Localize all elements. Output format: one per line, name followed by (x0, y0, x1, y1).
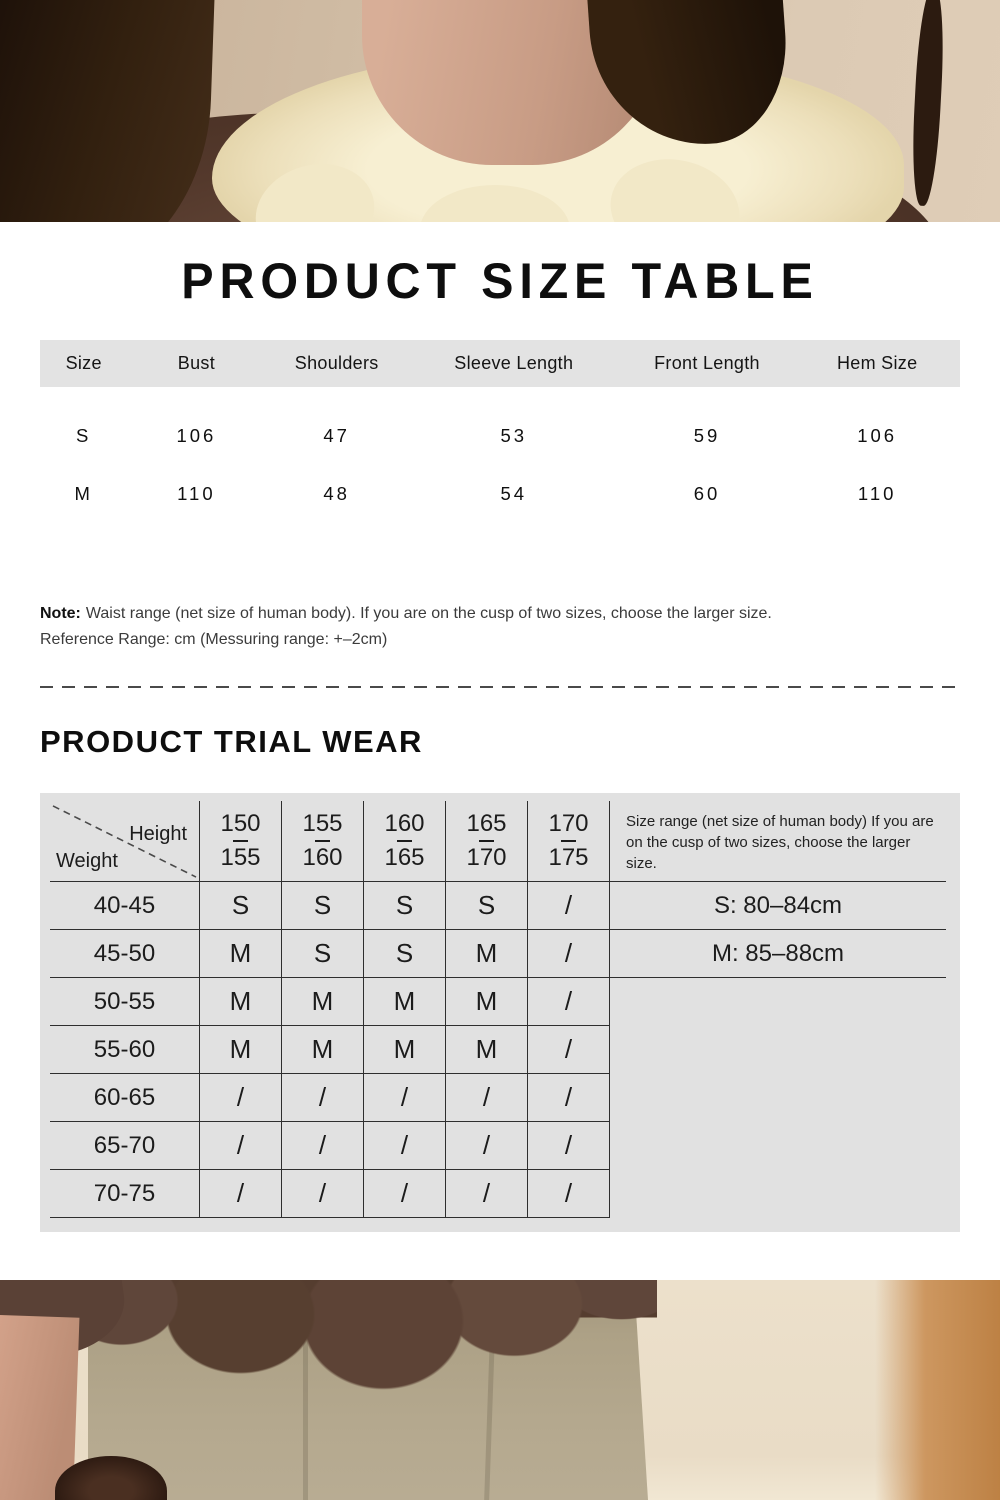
trial-cell: / (446, 1074, 528, 1122)
column-header-bust: Bust (177, 353, 215, 373)
trial-cell: / (364, 1074, 446, 1122)
trial-wear-title: PRODUCT TRIAL WEAR (40, 724, 423, 759)
column-header-size: Size (65, 353, 102, 373)
trial-cell: M (446, 1026, 528, 1074)
trial-cell: / (200, 1074, 282, 1122)
height-max: 165 (384, 844, 425, 871)
height-min: 165 (466, 810, 507, 837)
trial-cell: M (364, 1026, 446, 1074)
size-row-s (40, 412, 960, 460)
trial-cell: S (364, 930, 446, 978)
sleeve-length-value: 53 (500, 425, 528, 446)
height-max: 155 (220, 844, 261, 871)
size-table-header-row (40, 340, 960, 387)
size-value: M (74, 483, 93, 504)
trial-row-65-70 (50, 1122, 946, 1170)
empty-cell (610, 1122, 946, 1170)
range-dash (315, 840, 330, 842)
reference-line: Reference Range: cm (Messuring range: +–2cm) (40, 631, 388, 648)
size-value: S (76, 425, 92, 446)
empty-cell (610, 1026, 946, 1074)
trial-cell: / (528, 978, 610, 1026)
height-axis-label: Height (129, 823, 187, 845)
trial-header-row (50, 801, 946, 882)
weight-label: 70-75 (50, 1170, 200, 1218)
trial-cell: S (282, 882, 364, 930)
column-header-shoulders: Shoulders (294, 353, 379, 373)
trial-cell: / (200, 1170, 282, 1218)
trial-cell: / (282, 1074, 364, 1122)
height-min: 160 (384, 810, 425, 837)
column-header-hem-size: Hem Size (836, 353, 918, 373)
trial-cell: M (446, 930, 528, 978)
trial-cell: S (364, 882, 446, 930)
bust-value: 110 (177, 483, 216, 504)
trial-cell: / (200, 1122, 282, 1170)
column-header-sleeve-length: Sleeve Length (454, 353, 574, 373)
height-range-160-165 (364, 801, 446, 882)
hem-size-value: 110 (857, 483, 897, 504)
note-line (40, 601, 960, 627)
trial-cell: / (282, 1122, 364, 1170)
range-dash (397, 840, 412, 842)
trial-cell: / (364, 1122, 446, 1170)
front-length-value: 59 (693, 425, 721, 446)
size-table-notes (40, 601, 960, 653)
height-range-150-155 (200, 801, 282, 882)
model-photo-top (0, 0, 1000, 222)
trial-cell: / (446, 1170, 528, 1218)
height-max: 175 (548, 844, 589, 871)
front-length-value: 60 (693, 483, 721, 504)
height-range-165-170 (446, 801, 528, 882)
model-photo-bottom (0, 1280, 1000, 1500)
hair-strand (909, 0, 946, 207)
height-range-155-160 (282, 801, 364, 882)
height-min: 150 (220, 810, 261, 837)
height-max: 160 (302, 844, 343, 871)
range-dash (561, 840, 576, 842)
trial-cell: / (446, 1122, 528, 1170)
height-min: 170 (548, 810, 589, 837)
trial-cell: M (200, 978, 282, 1026)
trial-row-70-75 (50, 1170, 946, 1218)
height-range-170-175 (528, 801, 610, 882)
trial-row-55-60 (50, 1026, 946, 1074)
hem-size-value: 106 (857, 425, 898, 446)
empty-cell (610, 978, 946, 1026)
trial-row-60-65 (50, 1074, 946, 1122)
empty-cell (610, 1074, 946, 1122)
trial-cell: M (282, 978, 364, 1026)
height-weight-corner-cell (50, 801, 200, 882)
trial-cell: M (446, 978, 528, 1026)
side-note: Size range (net size of human body) If you are on the cusp of two sizes, choose the larger size. (610, 801, 946, 882)
sleeve-length-value: 54 (500, 483, 528, 504)
column-header-front-length: Front Length (654, 353, 760, 373)
trial-row-50-55 (50, 978, 946, 1026)
height-max: 170 (466, 844, 507, 871)
fur-hem (62, 1280, 657, 1450)
empty-cell (610, 1170, 946, 1218)
weight-label: 50-55 (50, 978, 200, 1026)
trial-cell: / (528, 1122, 610, 1170)
trial-cell: / (528, 930, 610, 978)
range-dash (479, 840, 494, 842)
note-label: Note: (40, 605, 81, 622)
weight-label: 65-70 (50, 1122, 200, 1170)
trial-cell: M (200, 930, 282, 978)
shoulders-value: 48 (323, 483, 350, 504)
trial-cell: S (446, 882, 528, 930)
trial-cell: M (364, 978, 446, 1026)
trial-cell: M (282, 1026, 364, 1074)
trial-cell: / (282, 1170, 364, 1218)
weight-label: 40-45 (50, 882, 200, 930)
weight-axis-label: Weight (56, 850, 118, 872)
trial-cell: S (282, 930, 364, 978)
size-table-title: PRODUCT SIZE TABLE (181, 253, 819, 309)
trial-cell: / (364, 1170, 446, 1218)
height-min: 155 (302, 810, 343, 837)
background-accent (875, 1280, 1000, 1500)
hair-left (0, 0, 215, 222)
note-text: Waist range (net size of human body). If you are on the cusp of two sizes, choose the larger size. (85, 605, 772, 622)
range-dash (233, 840, 248, 842)
weight-label: 60-65 (50, 1074, 200, 1122)
trial-cell: / (528, 1026, 610, 1074)
dashed-divider (40, 686, 960, 688)
size-row-m (40, 470, 960, 518)
size-range-s: S: 80–84cm (610, 882, 946, 930)
trial-cell: / (528, 1074, 610, 1122)
trial-wear-table (40, 793, 960, 1232)
trial-cell: M (200, 1026, 282, 1074)
trial-cell: / (528, 1170, 610, 1218)
shoulders-value: 47 (323, 425, 350, 446)
weight-label: 45-50 (50, 930, 200, 978)
size-range-m: M: 85–88cm (610, 930, 946, 978)
bust-value: 106 (176, 425, 217, 446)
trial-cell: S (200, 882, 282, 930)
trial-row-40-45 (50, 882, 946, 930)
weight-label: 55-60 (50, 1026, 200, 1074)
trial-row-45-50 (50, 930, 946, 978)
trial-cell: / (528, 882, 610, 930)
